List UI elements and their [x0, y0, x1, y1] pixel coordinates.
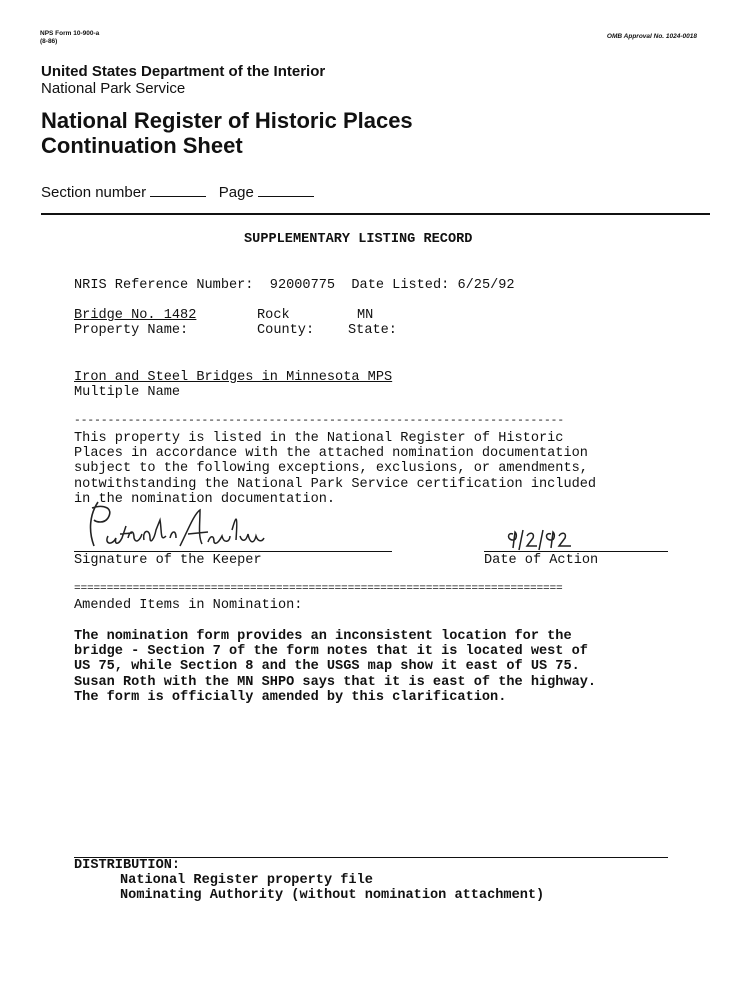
date-listed-label: Date Listed: — [351, 278, 450, 293]
page-field — [258, 196, 314, 197]
form-number: NPS Form 10-900-a — [40, 30, 100, 37]
signature-line — [74, 551, 392, 552]
property-name-value: Bridge No. 1482 — [74, 308, 197, 323]
header-divider — [41, 213, 710, 215]
distribution-heading: DISTRIBUTION: — [74, 858, 181, 873]
date-of-action-line — [484, 551, 668, 552]
double-rule: =========================================================================== — [74, 583, 563, 595]
multiple-name-value: Iron and Steel Bridges in Minnesota MPS — [74, 370, 393, 385]
agency-name: National Park Service — [41, 80, 186, 97]
action-date-handwritten — [505, 528, 585, 552]
nris-number: 92000775 — [269, 278, 336, 293]
county-value: Rock — [257, 308, 290, 323]
multiple-name-label: Multiple Name — [74, 385, 181, 400]
county-label: County: — [257, 323, 315, 338]
signature-label: Signature of the Keeper — [74, 553, 262, 568]
page-subtitle: Continuation Sheet — [41, 133, 243, 158]
amended-heading: Amended Items in Nomination: — [74, 598, 303, 613]
date-of-action-label: Date of Action — [484, 553, 599, 568]
dashed-rule: ------------------------------------------------------------------------- — [74, 415, 565, 427]
form-date: (8-86) — [40, 38, 58, 45]
page-label: Page — [218, 184, 254, 201]
department-name: United States Department of the Interior — [41, 63, 326, 80]
nris-line — [74, 278, 515, 293]
distribution-item: National Register property file — [120, 873, 373, 888]
section-number-label: Section number — [41, 184, 147, 201]
section-number-field — [150, 196, 206, 197]
property-name-label: Property Name: — [74, 323, 189, 338]
state-value: MN — [357, 308, 374, 323]
page-title: National Register of Historic Places — [41, 108, 413, 133]
date-listed-value: 6/25/92 — [457, 278, 515, 293]
form-number-block — [40, 30, 99, 46]
state-label: State: — [348, 323, 397, 338]
certification-paragraph: This property is listed in the National Register of Historic Places in accordance with the attached nomination documentation subject to the following exceptions, exclusions, or amendments, notwithstanding the National Park Service certification included in the nomination documentation. — [74, 431, 597, 507]
section-page-line — [41, 184, 314, 201]
distribution-item: Nominating Authority (without nomination attachment) — [120, 888, 545, 903]
record-heading: SUPPLEMENTARY LISTING RECORD — [244, 232, 473, 247]
nris-label: NRIS Reference Number: — [74, 278, 254, 293]
omb-approval: OMB Approval No. 1024-0018 — [606, 33, 697, 40]
amendment-paragraph: The nomination form provides an inconsistent location for the bridge - Section 7 of the form notes that it is located west of US 75, while Section 8 and the USGS map show it east of US 75. Susan Roth with the MN SHPO says that it is east of the highway. The form is officially amended by this clarification. — [74, 629, 597, 705]
